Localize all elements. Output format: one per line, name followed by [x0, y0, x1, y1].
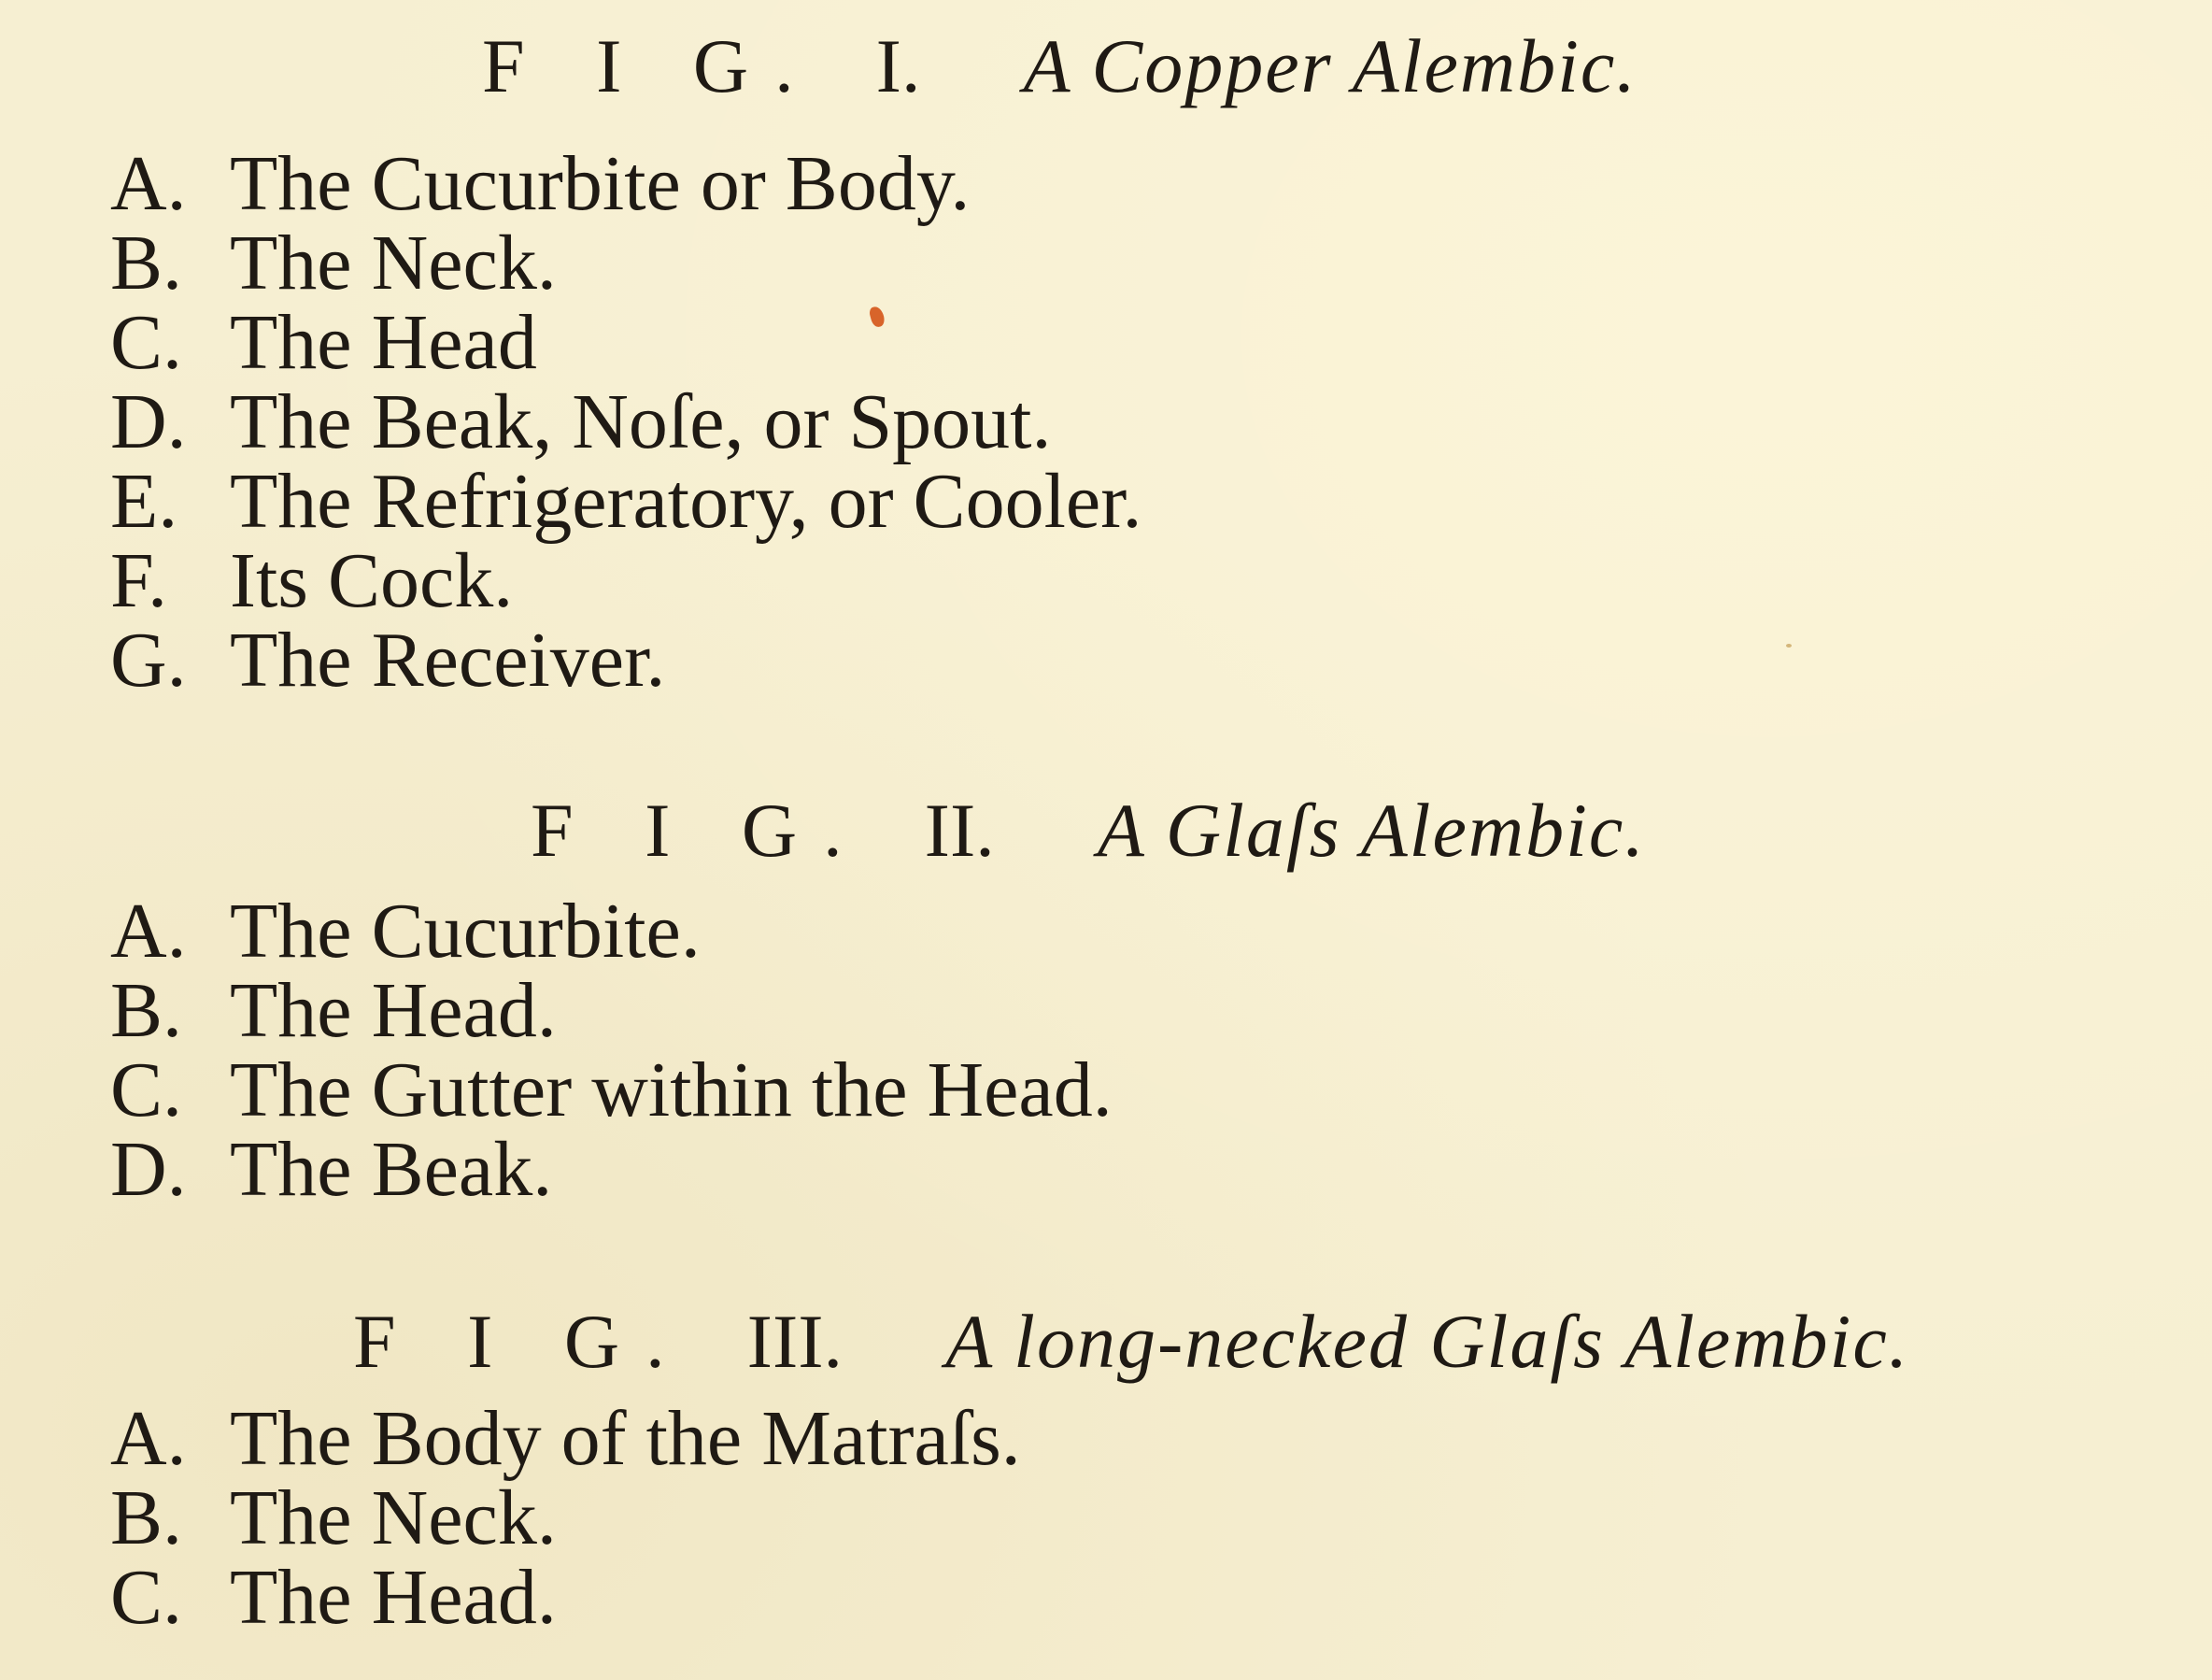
figure-1-caption: A Copper Alembic.: [1023, 23, 1638, 108]
entry-text: The Refrigeratory, or Cooler.: [230, 458, 1142, 545]
entry-letter: C.: [110, 1046, 183, 1133]
figure-1-entry: [110, 220, 557, 306]
entry-letter: D.: [110, 378, 187, 465]
figure-2-number: II.: [924, 788, 995, 873]
entry-text: The Body of the Matraſs.: [230, 1395, 1021, 1482]
paper-speck: [1786, 644, 1792, 648]
figure-1-entry: [110, 378, 1052, 465]
figure-1-entry: [110, 458, 1142, 545]
entry-letter: F.: [110, 537, 167, 624]
entry-text: The Cucurbite or Body.: [230, 140, 971, 227]
figure-1-number: I.: [875, 23, 921, 108]
entry-text: The Gutter within the Head.: [230, 1046, 1113, 1133]
entry-text: The Head.: [230, 967, 557, 1054]
figure-3-label: F I G.: [353, 1299, 691, 1384]
entry-letter: B.: [110, 1474, 183, 1561]
figure-2-label: F I G.: [531, 788, 869, 873]
entry-letter: G.: [110, 617, 187, 704]
entry-text: The Neck.: [230, 1474, 557, 1561]
entry-text: Its Cock.: [230, 537, 514, 624]
figure-1-entry: [110, 537, 514, 624]
entry-letter: B.: [110, 220, 183, 306]
figure-1-entry: [110, 140, 971, 227]
figure-2-caption: A Glaſs Alembic.: [1097, 788, 1646, 873]
figure-3-caption: A long-necked Glaſs Alembic.: [945, 1299, 1910, 1384]
figure-2-heading: [531, 788, 1646, 873]
figure-2-entry: [110, 1126, 553, 1213]
figure-3-number: III.: [746, 1299, 844, 1384]
figure-2-entry: [110, 888, 701, 975]
entry-letter: B.: [110, 967, 183, 1054]
entry-text: The Cucurbite.: [230, 888, 701, 975]
figure-3-entry: [110, 1474, 557, 1561]
entry-text: The Receiver.: [230, 617, 666, 704]
entry-text: The Beak.: [230, 1126, 553, 1213]
figure-2-entry: [110, 967, 557, 1054]
figure-1-label: F I G.: [482, 23, 820, 108]
figure-1-entry: [110, 617, 666, 704]
entry-letter: A.: [110, 140, 187, 227]
figure-3-entry: [110, 1395, 1021, 1482]
figure-3-heading: [353, 1299, 1910, 1384]
figure-1-entry: [110, 299, 537, 386]
entry-letter: D.: [110, 1126, 187, 1213]
figure-2-entry: [110, 1046, 1113, 1133]
entry-text: The Head: [230, 299, 537, 386]
entry-text: The Beak, Noſe, or Spout.: [230, 378, 1052, 465]
figure-3-entry: [110, 1554, 557, 1641]
entry-letter: C.: [110, 299, 183, 386]
entry-letter: C.: [110, 1554, 183, 1641]
entry-text: The Neck.: [230, 220, 557, 306]
ink-speck: [868, 306, 886, 329]
entry-letter: A.: [110, 1395, 187, 1482]
entry-text: The Head.: [230, 1554, 557, 1641]
entry-letter: A.: [110, 888, 187, 975]
entry-letter: E.: [110, 458, 178, 545]
figure-1-heading: [482, 23, 1638, 108]
